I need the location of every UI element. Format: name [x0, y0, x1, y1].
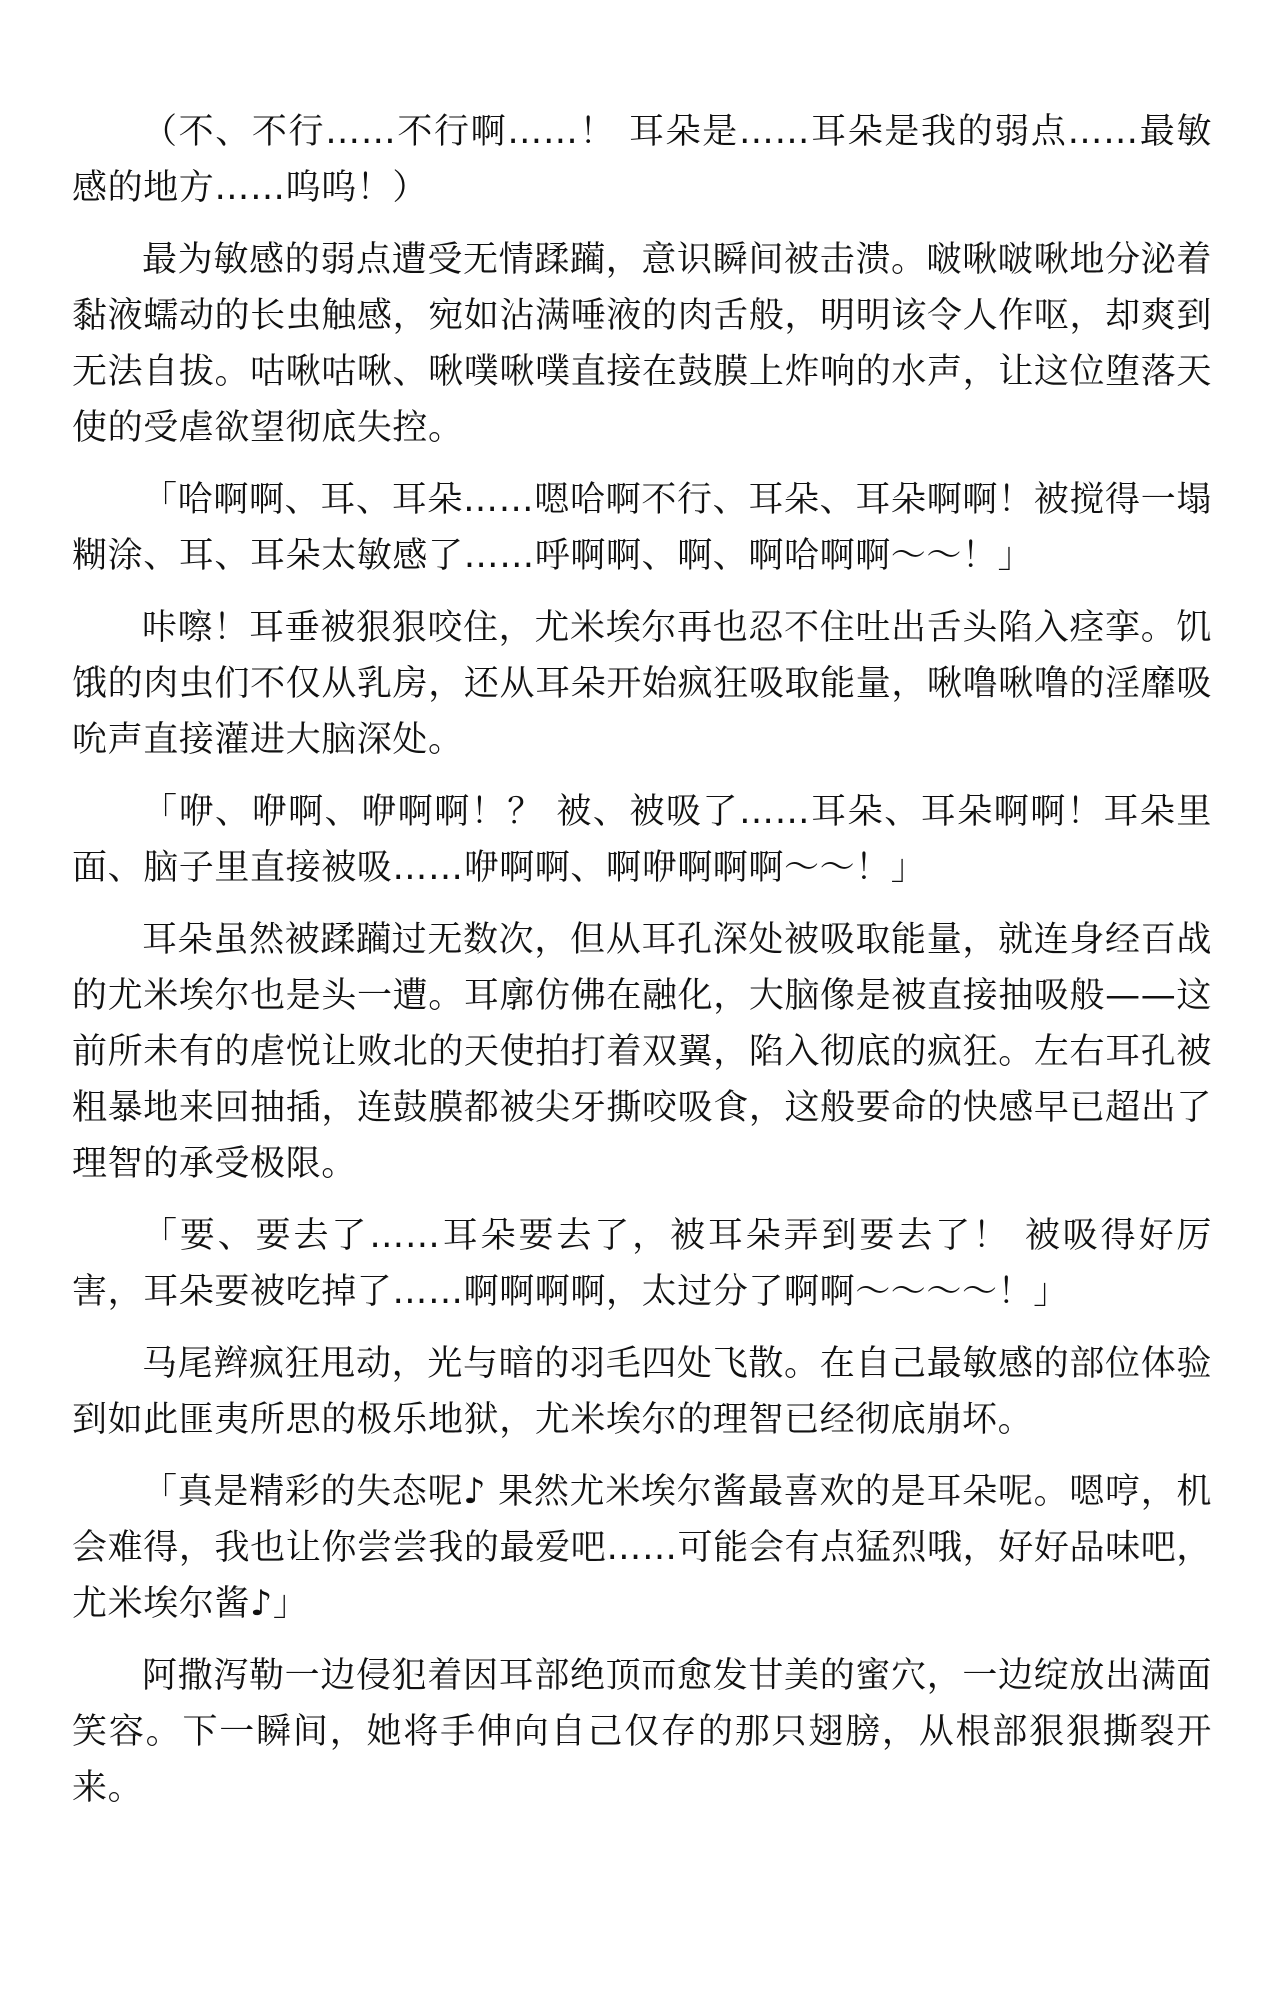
paragraph-6: 耳朵虽然被蹂躏过无数次，但从耳孔深处被吸取能量，就连身经百战的尤米埃尔也是头一遭。耳廓仿佛在融化，大脑像是被直接抽吸般——这前所未有的虐悦让败北的天使拍打着双翼，陷入彻底的疯狂。左右耳孔被粗暴地来回抽插，连鼓膜都被尖牙撕咬吸食，这般要命的快感早已超出了理智的承受极限。 — [72, 920, 1212, 1184]
document-page — [72, 104, 1212, 1832]
paragraph-4: 咔嚓！耳垂被狠狠咬住，尤米埃尔再也忍不住吐出舌头陷入痉挛。饥饿的肉虫们不仅从乳房，还从耳朵开始疯狂吸取能量，啾噜啾噜的淫靡吸吮声直接灌进大脑深处。 — [72, 608, 1212, 760]
paragraph-10: 阿撒泻勒一边侵犯着因耳部绝顶而愈发甘美的蜜穴，一边绽放出满面笑容。下一瞬间，她将手伸向自己仅存的那只翅膀，从根部狠狠撕裂开来。 — [72, 1656, 1212, 1808]
paragraph-1: （不、不行……不行啊……！ 耳朵是……耳朵是我的弱点……最敏感的地方……呜呜！） — [72, 112, 1212, 208]
paragraph-9: 「真是精彩的失态呢♪ 果然尤米埃尔酱最喜欢的是耳朵呢。嗯哼，机会难得，我也让你尝尝我的最爱吧……可能会有点猛烈哦，好好品味吧，尤米埃尔酱♪」 — [72, 1472, 1212, 1624]
paragraph-5: 「咿、咿啊、咿啊啊！？ 被、被吸了……耳朵、耳朵啊啊！耳朵里面、脑子里直接被吸……咿啊啊、啊咿啊啊啊～～！」 — [72, 792, 1212, 888]
paragraph-3: 「哈啊啊、耳、耳朵……嗯哈啊不行、耳朵、耳朵啊啊！被搅得一塌糊涂、耳、耳朵太敏感了……呼啊啊、啊、啊哈啊啊～～！」 — [72, 480, 1212, 576]
paragraph-2: 最为敏感的弱点遭受无情蹂躏，意识瞬间被击溃。啵啾啵啾地分泌着黏液蠕动的长虫触感，宛如沾满唾液的肉舌般，明明该令人作呕，却爽到无法自拔。咕啾咕啾、啾噗啾噗直接在鼓膜上炸响的水声，让这位堕落天使的受虐欲望彻底失控。 — [72, 240, 1212, 448]
paragraph-7: 「要、要去了……耳朵要去了，被耳朵弄到要去了！ 被吸得好厉害，耳朵要被吃掉了……啊啊啊啊，太过分了啊啊～～～～！」 — [72, 1216, 1212, 1312]
paragraph-8: 马尾辫疯狂甩动，光与暗的羽毛四处飞散。在自己最敏感的部位体验到如此匪夷所思的极乐地狱，尤米埃尔的理智已经彻底崩坏。 — [72, 1344, 1212, 1440]
